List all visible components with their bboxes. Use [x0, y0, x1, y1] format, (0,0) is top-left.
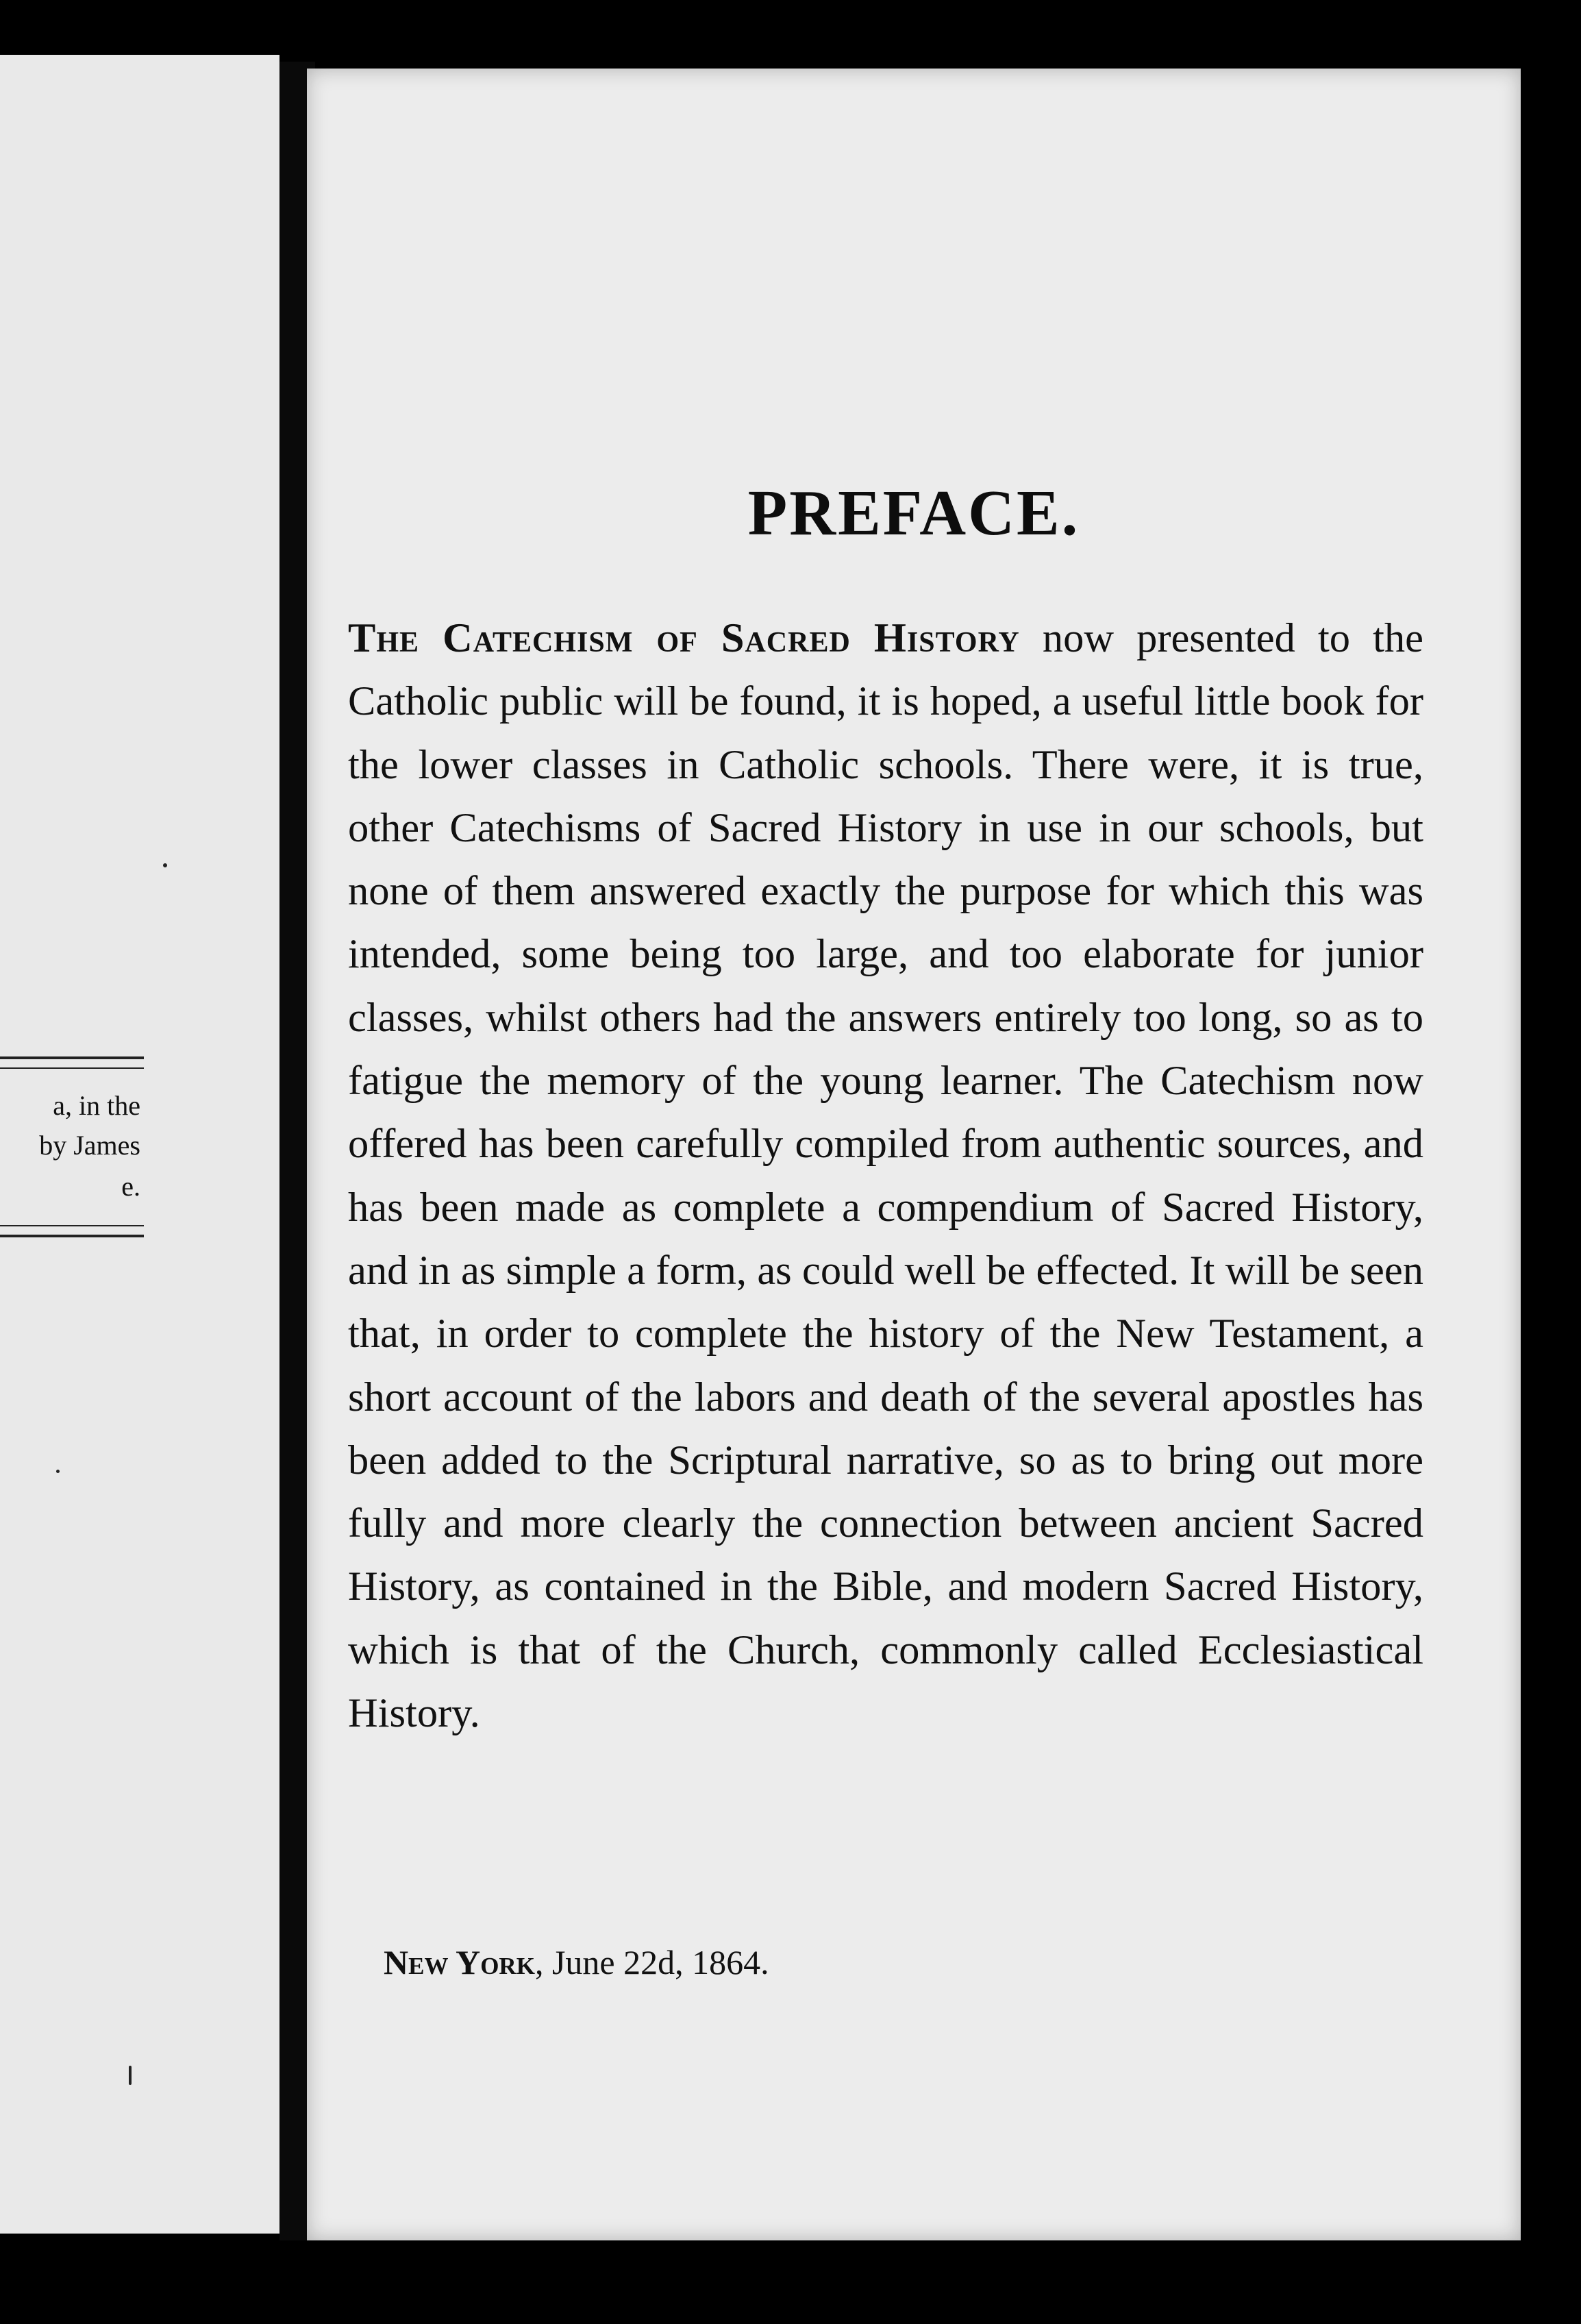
dateline-place: New York	[384, 1943, 535, 1981]
preface-paragraph-text: now presented to the Catholic public will be found, it is hoped, a useful little book for the lower classes in Catholic schools. There were, it is true, other Catechisms of Sacred History in use in our schools, but none of them answered exactly the purpose for which this was intended, some being too large, and too elaborate for junior classes, whilst others had the answers entirely too long, so as to fatigue the memory of the young learner. The Catechism now offered has been carefully compiled from authentic sources, and has been made as complete a compendium of Sacred History, and in as simple a form, as could well be effected. It will be seen that, in order to complete the history of the New Testament, a short account of the labors and death of the several apostles has been added to the Scriptural narrative, so as to bring out more fully and more clearly the connection between ancient Sacred History, as contained in the Bible, and modern Sacred History, which is that of the Church, commonly called Ecclesiastical History.	[348, 615, 1423, 1737]
left-page-fragment-2-text: by James	[39, 1130, 140, 1161]
left-page-fragment-1: a, in the	[53, 1090, 140, 1121]
dateline	[384, 1942, 769, 1982]
page-title: PREFACE.	[747, 478, 1080, 549]
book-title: The Catechism of Sacred History	[348, 615, 1020, 661]
speck	[129, 2066, 132, 2085]
dateline-date: , June 22d, 1864.	[534, 1943, 769, 1981]
left-page-rule-bottom-inner	[0, 1225, 144, 1226]
left-page-rule-top	[0, 1056, 144, 1059]
left-facing-page	[0, 55, 279, 2234]
left-page-rule-top-inner	[0, 1067, 144, 1069]
left-page-rule-bottom	[0, 1235, 144, 1237]
preface-page	[307, 69, 1521, 2240]
left-page-fragment-2	[0, 1128, 140, 1163]
left-page-fragment-3: e.	[121, 1171, 140, 1202]
speck	[56, 1470, 60, 1473]
preface-paragraph	[348, 607, 1423, 1745]
speck	[163, 863, 167, 867]
